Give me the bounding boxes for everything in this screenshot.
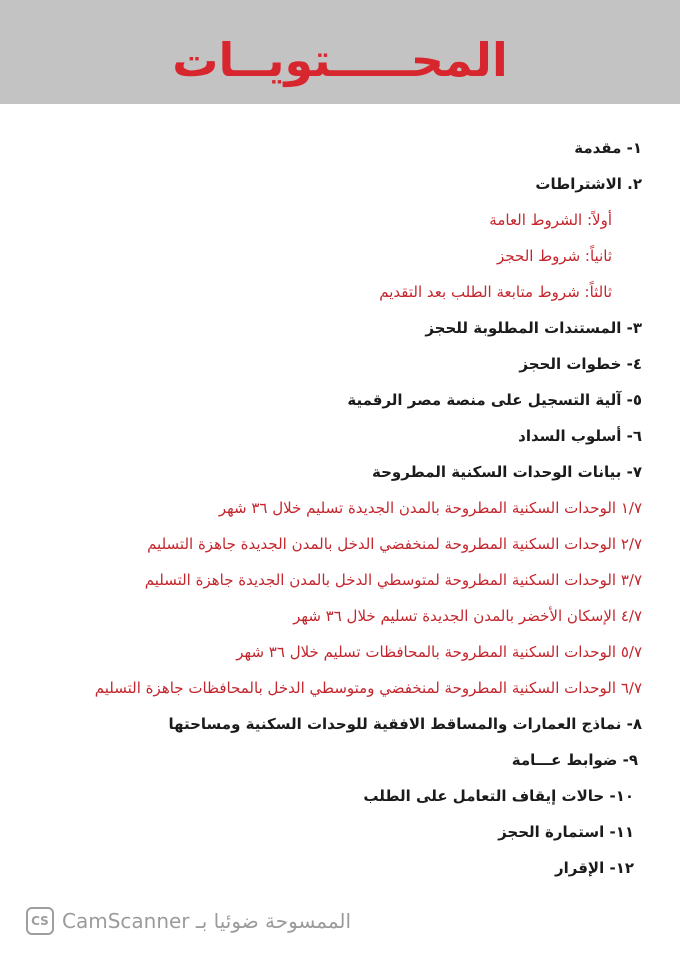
table-of-contents — [32, 130, 642, 886]
toc-item-general-rules: ٩- ضوابط عـــامة — [511, 751, 638, 769]
toc-item-introduction: ١- مقدمة — [574, 139, 642, 157]
camscanner-watermark — [26, 904, 351, 938]
toc-subitem-7-2: ٢/٧ الوحدات السكنية المطروحة لمنخفضي الدخل بالمدن الجديدة جاهزة التسليم — [147, 535, 642, 553]
toc-subitem-booking-conditions: ثانياً: شروط الحجز — [497, 247, 612, 265]
toc-item-building-models: ٨- نماذج العمارات والمساقط الافقية للوحدات السكنية ومساحتها — [168, 715, 642, 733]
camscanner-logo-icon: CS — [26, 907, 54, 935]
toc-item-payment-method: ٦- أسلوب السداد — [518, 427, 642, 445]
toc-item-booking-steps: ٤- خطوات الحجز — [519, 355, 642, 373]
toc-subitem-7-1: ١/٧ الوحدات السكنية المطروحة بالمدن الجديدة تسليم خلال ٣٦ شهر — [218, 499, 642, 517]
toc-subitem-general-conditions: أولاً: الشروط العامة — [489, 211, 612, 229]
toc-item-housing-units-data: ٧- بيانات الوحدات السكنية المطروحة — [372, 463, 642, 481]
page-title: المحـــــتويــات — [172, 33, 508, 87]
toc-subitem-7-3: ٣/٧ الوحدات السكنية المطروحة لمتوسطي الدخل بالمدن الجديدة جاهزة التسليم — [144, 571, 642, 589]
toc-item-requirements: ٢. الاشتراطات — [535, 175, 642, 193]
toc-subitem-7-5: ٥/٧ الوحدات السكنية المطروحة بالمحافظات تسليم خلال ٣٦ شهر — [236, 643, 642, 661]
toc-subitem-7-6: ٦/٧ الوحدات السكنية المطروحة لمنخفضي ومتوسطي الدخل بالمحافظات جاهزة التسليم — [94, 679, 642, 697]
watermark-text: CamScanner الممسوحة ضوئيا بـ — [62, 909, 352, 933]
header-banner — [0, 0, 680, 104]
toc-subitem-followup-conditions: ثالثاً: شروط متابعة الطلب بعد التقديم — [379, 283, 612, 301]
toc-item-suspension-cases: ١٠- حالات إيقاف التعامل على الطلب — [363, 787, 634, 805]
toc-subitem-7-4: ٤/٧ الإسكان الأخضر بالمدن الجديدة تسليم خلال ٣٦ شهر — [293, 607, 642, 625]
toc-item-registration-mechanism: ٥- آلية التسجيل على منصة مصر الرقمية — [347, 391, 642, 409]
toc-item-required-documents: ٣- المستندات المطلوبة للحجز — [425, 319, 642, 337]
toc-item-declaration: ١٢- الإقرار — [554, 859, 634, 877]
toc-item-booking-form: ١١- استمارة الحجز — [498, 823, 634, 841]
